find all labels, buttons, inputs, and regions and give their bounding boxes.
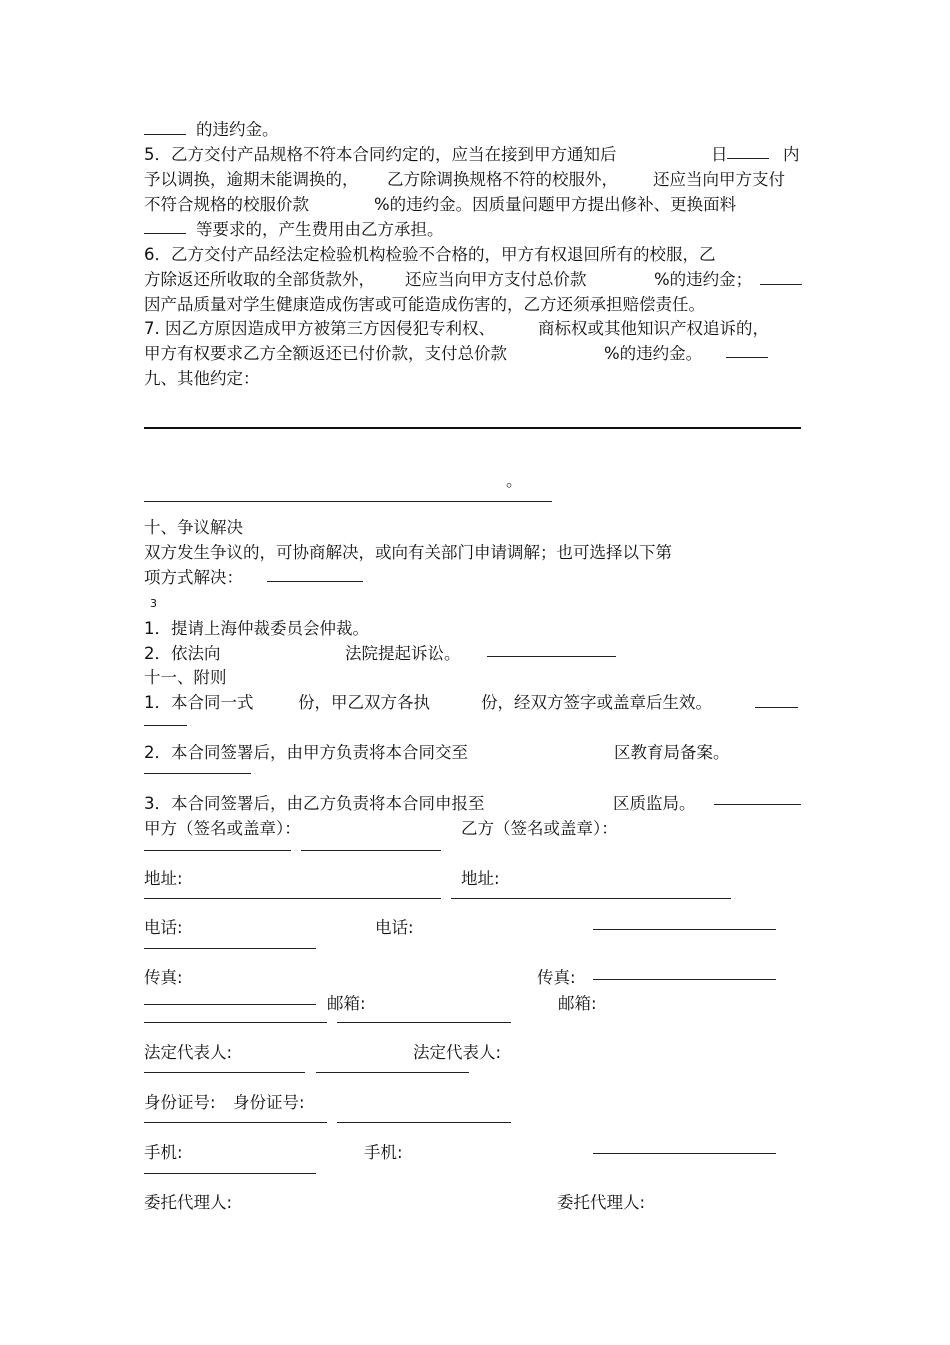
- clause-6-line-2c: %的违约金；: [654, 270, 753, 289]
- penalty-text: 的违约金。: [196, 120, 279, 139]
- section-10-line-2: 项方式解决：: [144, 568, 243, 587]
- clause-5-line-3b: %的违约金。因质量问题甲方提出修补、更换面料: [374, 195, 737, 214]
- phone-label-b: 电话:: [375, 918, 414, 937]
- section-10-line-1: 双方发生争议的，可协商解决，或向有关部门申请调解；也可选择以下第: [144, 543, 672, 562]
- section-11-title: 十一、附则: [144, 668, 227, 687]
- address-label-b: 地址:: [461, 869, 500, 888]
- agent-label-a: 委托代理人:: [144, 1193, 233, 1212]
- id-number-line-a: [144, 1122, 327, 1123]
- mobile-label-b: 手机:: [364, 1143, 403, 1162]
- clause-7-line-2a: 甲方有权要求乙方全额返还已付价款，支付总价款: [144, 344, 507, 363]
- blank-line: [727, 158, 769, 159]
- clause-6-line-2a: 方除返还所收取的全部货款外，: [144, 270, 375, 289]
- party-a-sign-line-2: [301, 850, 441, 851]
- clause-5-line-1: 5．乙方交付产品规格不符本合同约定的，应当在接到甲方通知后: [144, 145, 617, 164]
- fax-line-b: [593, 979, 776, 980]
- phone-label-a: 电话:: [144, 918, 183, 937]
- section-9-end-mark: 。: [506, 471, 523, 490]
- party-a-sign-line: [144, 850, 291, 851]
- clause-5-day: 日: [711, 145, 728, 164]
- legal-rep-line-a: [144, 1072, 305, 1073]
- clause-5-line-4: 等要求的，产生费用由乙方承担。: [196, 220, 444, 239]
- address-line-b: [451, 898, 731, 899]
- blank-line: [726, 357, 768, 358]
- blank-line: [144, 773, 251, 774]
- blank-line: [760, 284, 802, 285]
- clause-5-line-3a: 不符合规格的校服价款: [144, 195, 309, 214]
- blank-line: [144, 725, 187, 726]
- id-number-line-b: [337, 1122, 511, 1123]
- appendix-3b: 区质监局。: [613, 794, 696, 813]
- id-number-label-b: 身份证号:: [233, 1093, 305, 1112]
- clause-7-line-1a: 7. 因乙方原因造成甲方被第三方因侵犯专利权、: [144, 319, 495, 338]
- blank-line: [487, 656, 616, 657]
- clause-5-within: 内: [783, 145, 800, 164]
- email-line-b: [337, 1022, 511, 1023]
- blank-line: [144, 427, 801, 429]
- appendix-1b: 份，甲乙双方各执: [298, 693, 430, 712]
- fax-label-a: 传真:: [144, 968, 183, 987]
- blank-line: [714, 804, 801, 805]
- email-label-a: 邮箱:: [327, 994, 366, 1013]
- phone-line-b: [593, 929, 776, 930]
- address-line-a: [144, 898, 441, 899]
- clause-7-line-2b: %的违约金。: [604, 344, 703, 363]
- mobile-line-b: [593, 1153, 776, 1154]
- section-9-title: 九、其他约定：: [144, 369, 260, 388]
- blank-line: [144, 134, 186, 135]
- appendix-2b: 区教育局备案。: [614, 743, 730, 762]
- blank-line: [144, 233, 186, 234]
- address-label-a: 地址:: [144, 869, 183, 888]
- clause-5-line-2a: 予以调换，逾期未能调换的，: [144, 170, 359, 189]
- blank-line: [144, 501, 552, 502]
- id-number-label-a: 身份证号:: [144, 1093, 216, 1112]
- blank-line: [267, 581, 363, 582]
- section-10-option-2a: 2．依法向: [144, 644, 221, 663]
- legal-rep-label-b: 法定代表人:: [413, 1043, 502, 1062]
- section-10-title: 十、争议解决: [144, 518, 243, 537]
- section-10-option-2b: 法院提起诉讼。: [345, 644, 461, 663]
- mobile-label-a: 手机:: [144, 1143, 183, 1162]
- clause-5-line-2b: 乙方除调换规格不符的校服外，: [387, 170, 618, 189]
- fax-line-a: [144, 1004, 316, 1005]
- clause-7-line-1b: 商标权或其他知识产权追诉的，: [538, 319, 769, 338]
- agent-label-b: 委托代理人:: [557, 1193, 646, 1212]
- appendix-1c: 份，经双方签字或盖章后生效。: [481, 693, 712, 712]
- clause-6-line-1: 6．乙方交付产品经法定检验机构检验不合格的，甲方有权退回所有的校服，乙: [144, 245, 716, 264]
- footnote-number: 3: [150, 597, 157, 610]
- section-10-option-1: 1．提请上海仲裁委员会仲裁。: [144, 619, 369, 638]
- legal-rep-line-b: [316, 1072, 469, 1073]
- mobile-line-a: [144, 1173, 316, 1174]
- party-a-label: 甲方（签名或盖章）：: [144, 819, 301, 838]
- clause-5-line-2c: 还应当向甲方支付: [653, 170, 785, 189]
- phone-line-a: [144, 948, 316, 949]
- clause-6-line-2b: 还应当向甲方支付总价款: [405, 270, 587, 289]
- appendix-1a: 1．本合同一式: [144, 693, 254, 712]
- clause-6-line-3: 因产品质量对学生健康造成伤害或可能造成伤害的，乙方还须承担赔偿责任。: [144, 295, 705, 314]
- appendix-2a: 2．本合同签署后，由甲方负责将本合同交至: [144, 743, 468, 762]
- email-label-b: 邮箱:: [558, 994, 597, 1013]
- appendix-3a: 3．本合同签署后，由乙方负责将本合同申报至: [144, 794, 485, 813]
- legal-rep-label-a: 法定代表人:: [144, 1043, 233, 1062]
- fax-label-b: 传真:: [537, 968, 576, 987]
- email-line-a: [144, 1022, 327, 1023]
- blank-line: [755, 707, 798, 708]
- party-b-label: 乙方（签名或盖章）：: [461, 819, 618, 838]
